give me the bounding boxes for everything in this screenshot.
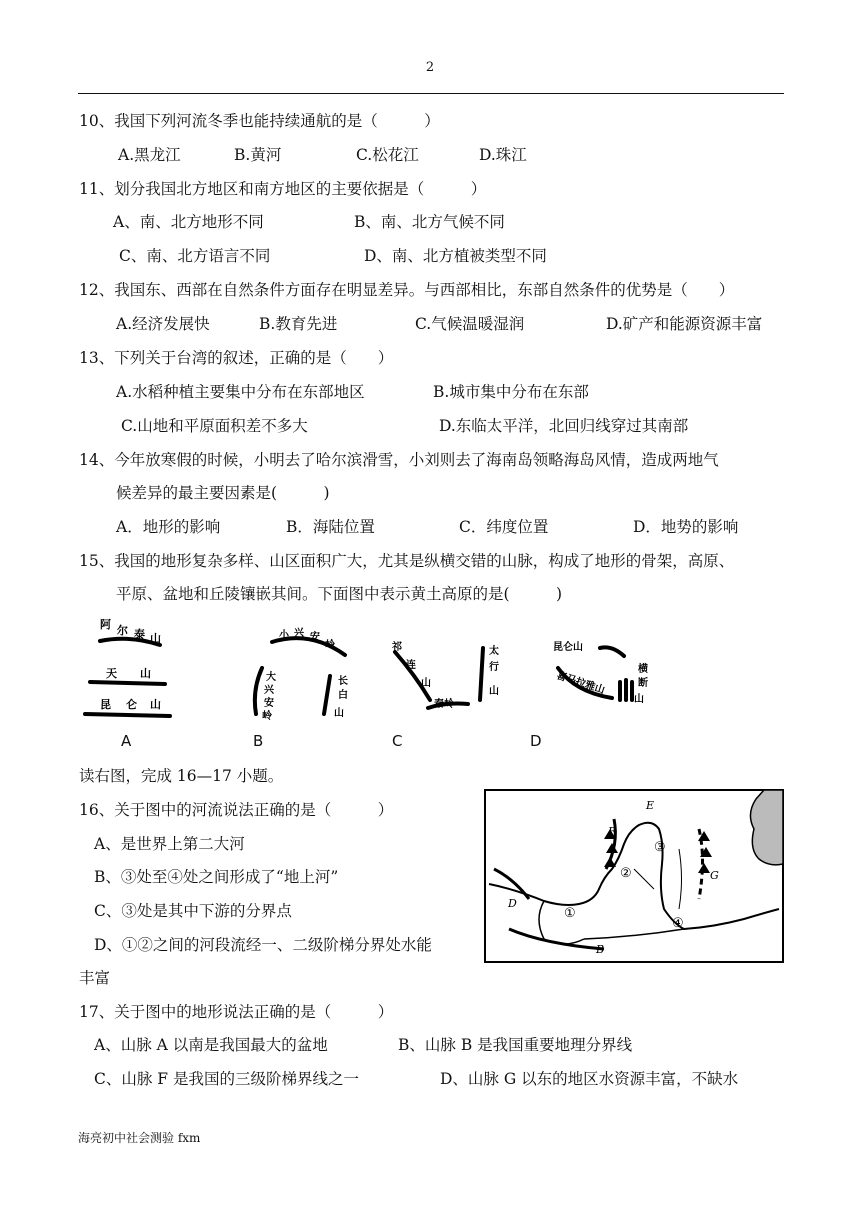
q16-option-b: B、③处至④处之间形成了“地上河” <box>94 868 339 886</box>
q10-option-c: C.松花江 <box>356 146 419 164</box>
river-map-label-f: F <box>608 825 616 838</box>
map-a-label-2: 尔 <box>117 624 128 637</box>
q12-option-c: C.气候温暖湿润 <box>415 315 525 333</box>
q13-stem: 13、下列关于台湾的叙述，正确的是（ ） <box>79 349 394 367</box>
q14-stem-line1: 14、今年放寒假的时候，小明去了哈尔滨滑雪，小刘则去了海南岛领略海岛风情，造成两地气 <box>79 451 719 469</box>
river-map-circle-4: ④ <box>672 916 684 931</box>
map-b-label-1: 小 <box>279 630 289 641</box>
map-b-label-8: 岭 <box>262 711 272 722</box>
q12-option-d: D.矿产和能源资源丰富 <box>606 315 763 333</box>
q11-stem: 11、划分我国北方地区和南方地区的主要依据是（ ） <box>79 180 487 198</box>
q12-stem: 12、我国东、西部在自然条件方面存在明显差异。与西部相比，东部自然条件的优势是（ ） <box>79 281 735 299</box>
q13-option-b: B.城市集中分布在东部 <box>433 383 589 401</box>
q15-stem-line1: 15、我国的地形复杂多样、山区面积广大，尤其是纵横交错的山脉，构成了地形的骨架，高原、 <box>79 552 735 570</box>
q15-figure-label-d: D <box>530 732 542 750</box>
page-number: 2 <box>425 60 435 75</box>
q13-option-a: A.水稻种植主要集中分布在东部地区 <box>116 383 365 401</box>
map-b-label-2: 兴 <box>294 628 304 639</box>
map-b-label-4: 岭 <box>325 640 335 651</box>
q13-option-c: C.山地和平原面积差不多大 <box>121 417 308 435</box>
map-d-label-3: 横 <box>638 664 648 675</box>
q16-option-d-line2: 丰富 <box>79 969 111 987</box>
q16-option-c: C、③处是其中下游的分界点 <box>94 902 292 920</box>
q14-stem-line2: 候差异的最主要因素是( ) <box>116 484 330 502</box>
map-b-label-3: 安 <box>310 632 320 643</box>
river-map-label-b: B <box>596 943 605 956</box>
map-c-label-3: 山 <box>421 678 431 689</box>
map-d-label-5: 山 <box>634 694 644 705</box>
river-map-circle-3: ③ <box>654 840 666 855</box>
map-b-label-6: 兴 <box>264 685 274 696</box>
q17-option-b: B、山脉 B 是我国重要地理分界线 <box>398 1036 633 1054</box>
map-c-label-2: 连 <box>406 660 416 671</box>
q16-stem: 16、关于图中的河流说法正确的是（ ） <box>79 801 394 819</box>
map-b-label-5: 大 <box>266 672 276 683</box>
map-c-label-5: 行 <box>489 662 499 673</box>
map-b-label-10: 白 <box>338 690 348 701</box>
map-b-label-7: 安 <box>264 698 274 709</box>
q17-option-c: C、山脉 F 是我国的三级阶梯界线之一 <box>94 1070 359 1088</box>
q16-option-a: A、是世界上第二大河 <box>94 835 245 853</box>
q11-option-c: C、南、北方语言不同 <box>119 247 271 265</box>
q15-figure-label-c: C <box>392 732 403 750</box>
map-a-label-5: 天 <box>106 667 117 680</box>
map-a-label-4: 山 <box>150 632 161 645</box>
q15-stem-line2: 平原、盆地和丘陵镶嵌其间。下面图中表示黄土高原的是( ) <box>116 585 563 603</box>
map-c-label-6: 山 <box>489 686 499 697</box>
map-a-label-3: 泰 <box>134 628 145 641</box>
map-a-label-6: 山 <box>140 667 151 680</box>
q17-stem: 17、关于图中的地形说法正确的是（ ） <box>79 1003 394 1021</box>
river-map-label-g: G <box>710 869 719 882</box>
q10-option-d: D.珠江 <box>479 146 527 164</box>
map-c-label-7: 秦岭 <box>434 699 454 710</box>
river-map-circle-2: ② <box>620 866 632 881</box>
q14-option-c: C．纬度位置 <box>459 518 549 536</box>
river-map <box>484 789 784 963</box>
map-b-label-11: 山 <box>334 708 344 719</box>
river-map-circle-1: ① <box>564 906 576 921</box>
q11-option-d: D、南、北方植被类型不同 <box>364 247 547 265</box>
q17-option-a: A、山脉 A 以南是我国最大的盆地 <box>94 1036 328 1054</box>
q11-option-b: B、南、北方气候不同 <box>354 213 505 231</box>
map-c-label-4: 太 <box>489 646 499 657</box>
q11-option-a: A、南、北方地形不同 <box>113 213 264 231</box>
q15-map-figures <box>0 612 860 722</box>
map-c-label-1: 祁 <box>392 642 402 653</box>
map-a-label-9: 山 <box>150 698 161 711</box>
river-map-label-d: D <box>508 897 517 910</box>
q15-figure-label-a: A <box>121 732 132 750</box>
q16-option-d-line1: D、①②之间的河段流经一、二级阶梯分界处水能 <box>94 936 432 954</box>
map-d-label-4: 断 <box>638 678 648 689</box>
q10-option-b: B.黄河 <box>234 146 282 164</box>
q17-option-d: D、山脉 G 以东的地区水资源丰富，不缺水 <box>440 1070 739 1088</box>
map-a-label-8: 仑 <box>126 698 137 711</box>
map-a-label-1: 阿 <box>100 618 111 631</box>
q14-option-d: D．地势的影响 <box>633 518 739 536</box>
q12-option-a: A.经济发展快 <box>116 315 210 333</box>
map-a-label-7: 昆 <box>100 698 111 711</box>
map-d-label-2: 喜马拉雅山 <box>555 670 607 697</box>
page-footer: 海亮初中社会测验 fxm <box>78 1131 201 1145</box>
map-b-label-9: 长 <box>338 676 348 687</box>
q14-option-b: B．海陆位置 <box>286 518 375 536</box>
header-rule <box>78 93 784 94</box>
q13-option-d: D.东临太平洋，北回归线穿过其南部 <box>439 417 689 435</box>
q10-option-a: A.黑龙江 <box>118 146 181 164</box>
q12-option-b: B.教育先进 <box>259 315 338 333</box>
river-map-label-e: E <box>646 799 655 812</box>
q14-option-a: A．地形的影响 <box>116 518 221 536</box>
q10-stem: 10、我国下列河流冬季也能持续通航的是（ ） <box>79 112 440 130</box>
map-d-label-1: 昆仑山 <box>553 642 583 653</box>
read-map-instruction: 读右图，完成 16—17 小题。 <box>79 767 284 785</box>
q15-figure-label-b: B <box>253 732 264 750</box>
